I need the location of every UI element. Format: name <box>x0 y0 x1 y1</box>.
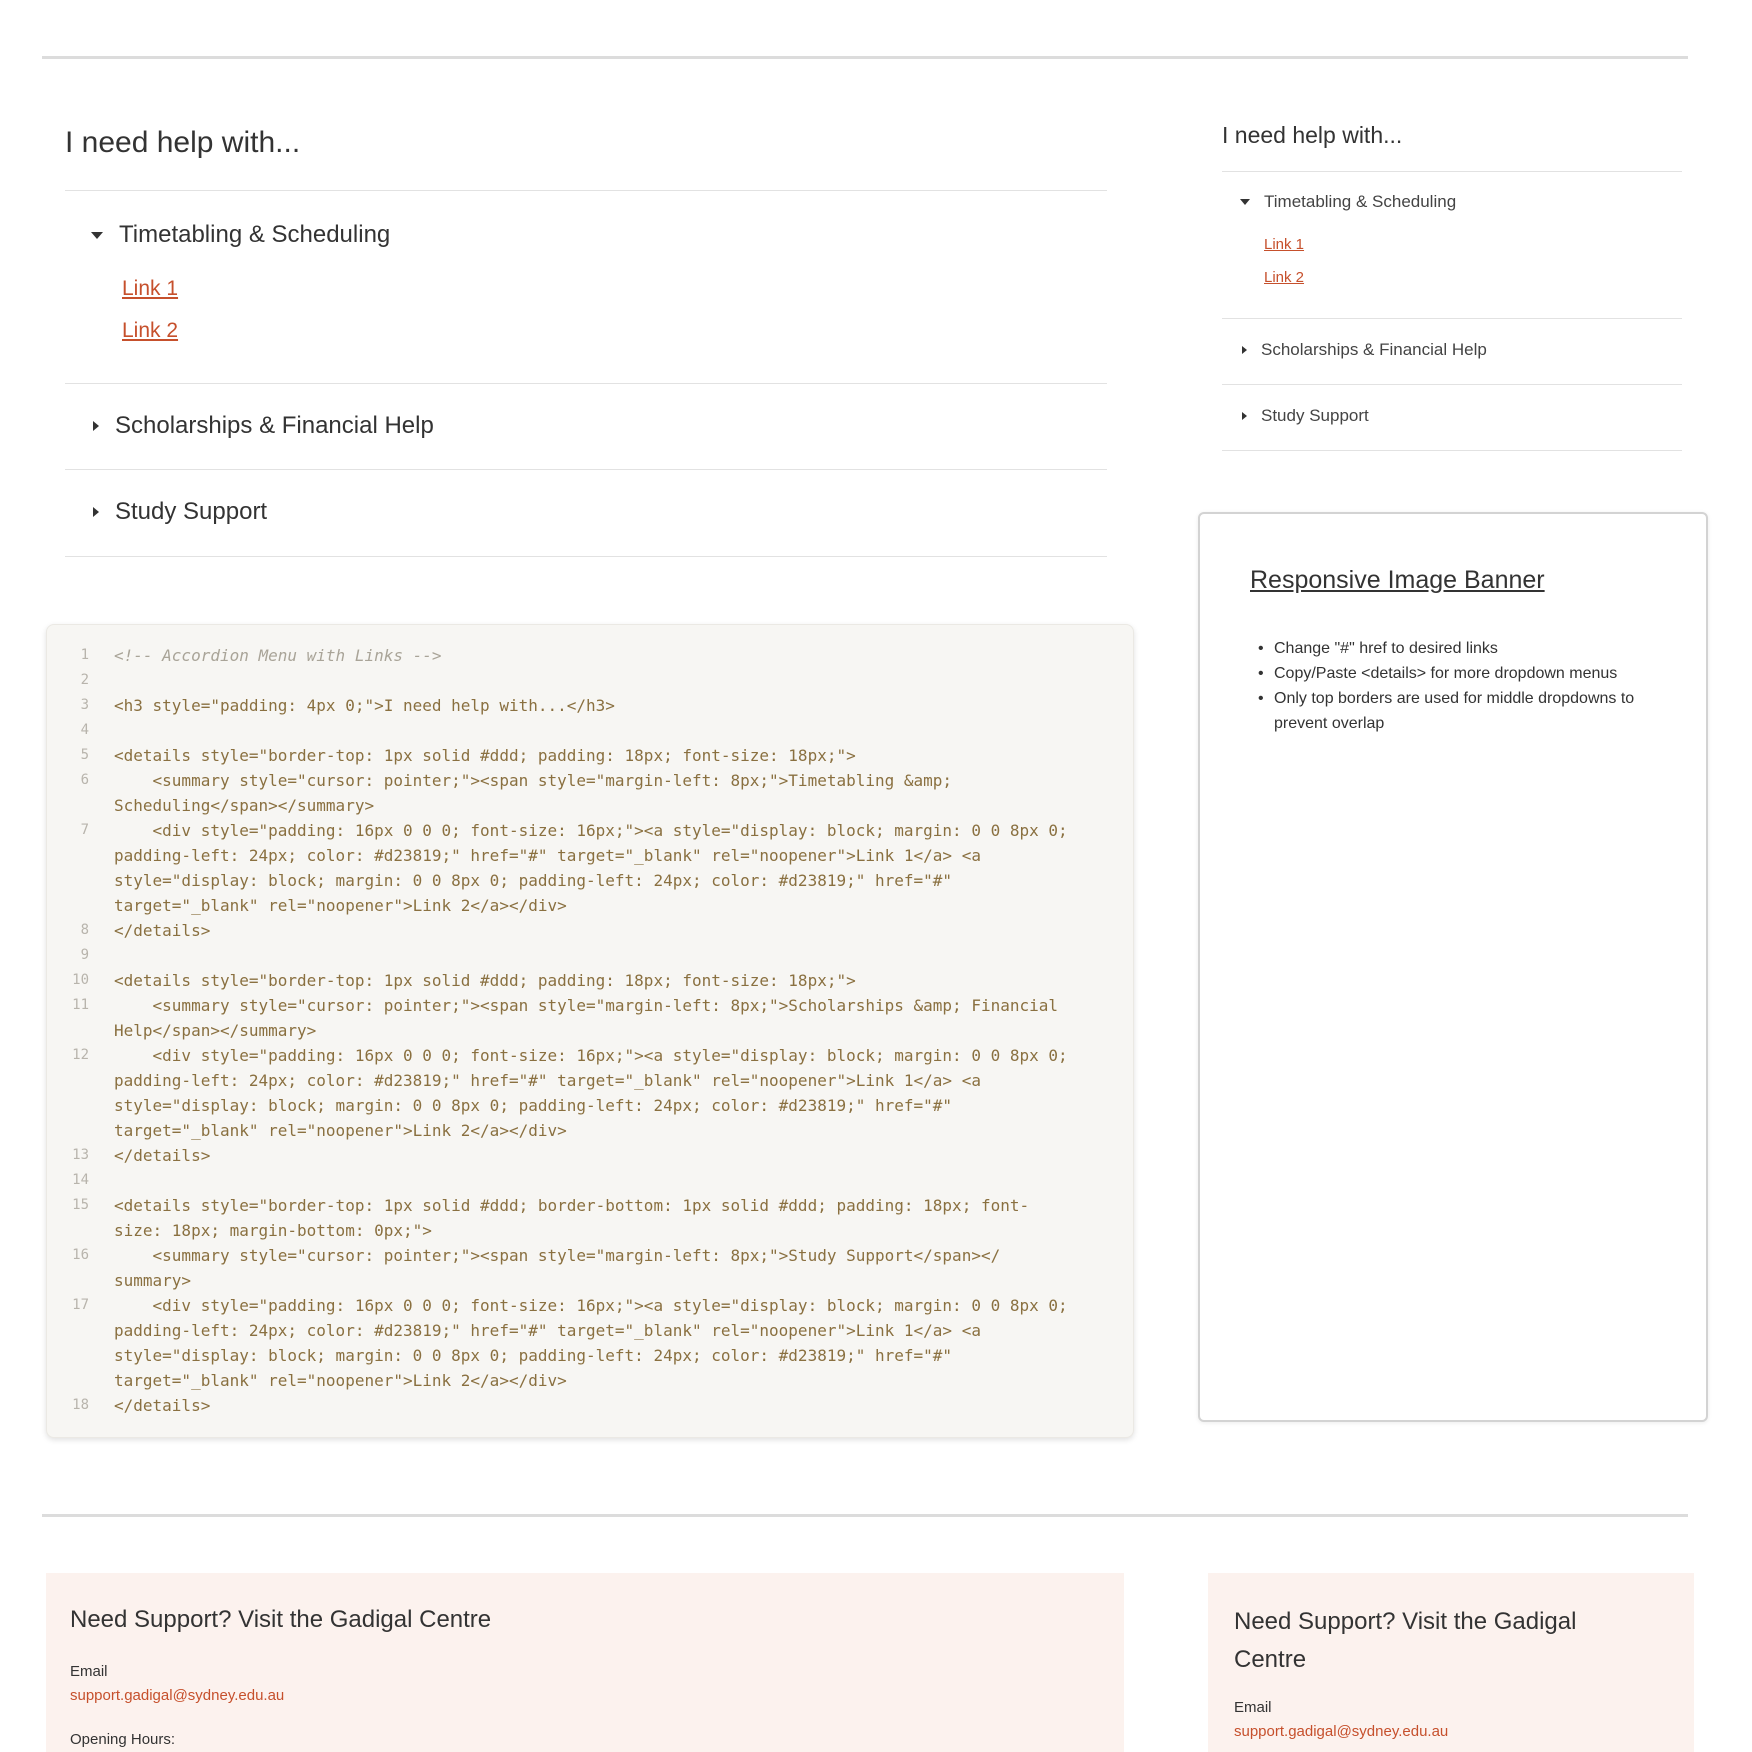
preview-summary-study-support[interactable] <box>1242 406 1369 426</box>
code-text: size: 18px; margin-bottom: 0px;"> <box>114 1221 432 1240</box>
code-line <box>47 893 1133 918</box>
support-email-label: Email <box>1234 1699 1272 1716</box>
code-line <box>47 793 1133 818</box>
accordion-link-1[interactable]: Link 1 <box>122 277 179 300</box>
preview-divider <box>1222 171 1682 172</box>
line-number: 6 <box>80 772 89 788</box>
code-text: <summary style="cursor: pointer;"><span style="margin-left: 8px;">Scholarships &amp; Financial <box>114 996 1059 1015</box>
preview-divider <box>1222 450 1682 451</box>
line-number: 12 <box>72 1047 89 1063</box>
code-line <box>47 918 1133 943</box>
banner-note: • Only top borders are used for middle dropdowns to prevent overlap <box>1254 686 1654 736</box>
code-line <box>47 1393 1133 1418</box>
code-line <box>47 668 1133 693</box>
line-number: 7 <box>80 822 89 838</box>
code-text: <details style="border-top: 1px solid #ddd; padding: 18px; font-size: 18px;"> <box>114 746 856 765</box>
preview-accordion-title: I need help with... <box>1222 122 1403 148</box>
code-text: target="_blank" rel="noopener">Link 2</a></div> <box>114 896 567 915</box>
accordion-summary-scholarships[interactable] <box>93 412 434 440</box>
line-number: 11 <box>72 997 89 1013</box>
code-line <box>47 1318 1133 1343</box>
support-panel-narrow <box>1208 1573 1694 1752</box>
support-email-link[interactable]: support.gadigal@sydney.edu.au <box>70 1687 285 1704</box>
preview-link-1[interactable]: Link 1 <box>1264 236 1305 253</box>
line-number: 18 <box>72 1397 89 1413</box>
section-divider <box>42 1514 1688 1517</box>
code-text: <details style="border-top: 1px solid #ddd; border-bottom: 1px solid #ddd; padding: 18px; font- <box>114 1196 1030 1215</box>
preview-summary-label: Scholarships & Financial Help <box>1261 340 1487 359</box>
preview-summary-label: Study Support <box>1261 406 1369 425</box>
banner-note: • Copy/Paste <details> for more dropdown menus <box>1254 661 1654 686</box>
accordion-link-2[interactable]: Link 2 <box>122 319 179 342</box>
code-line <box>47 743 1133 768</box>
accordion-summary-label: Scholarships & Financial Help <box>115 412 434 439</box>
code-line <box>47 1193 1133 1218</box>
support-email-label: Email <box>70 1663 108 1680</box>
banner-note: • Change "#" href to desired links <box>1254 636 1654 661</box>
banner-title: Responsive Image Banner <box>1250 566 1545 594</box>
code-line <box>47 868 1133 893</box>
line-number: 4 <box>80 722 89 738</box>
accordion-section-scholarships <box>65 383 1107 470</box>
preview-summary-timetabling[interactable] <box>1240 192 1456 212</box>
line-number: 2 <box>80 672 89 688</box>
preview-summary-label: Timetabling & Scheduling <box>1264 192 1457 211</box>
code-text: summary> <box>114 1271 192 1290</box>
code-text: </details> <box>114 921 211 940</box>
top-divider <box>42 56 1688 59</box>
support-hours-label: Opening Hours: <box>70 1731 176 1748</box>
code-line <box>47 843 1133 868</box>
banner-notes-list <box>1254 636 1654 736</box>
support-title: Need Support? Visit the Gadigal Centre <box>70 1606 492 1633</box>
code-text: <summary style="cursor: pointer;"><span style="margin-left: 8px;">Study Support</span></ <box>114 1246 1001 1265</box>
code-line <box>47 1068 1133 1093</box>
line-number: 16 <box>72 1247 89 1263</box>
accordion-summary-label: Timetabling & Scheduling <box>119 221 391 248</box>
line-number: 14 <box>72 1172 89 1188</box>
code-line <box>47 818 1133 843</box>
line-number: 13 <box>72 1147 89 1163</box>
code-text: </details> <box>114 1146 211 1165</box>
code-text: <!-- Accordion Menu with Links --> <box>114 646 442 665</box>
line-number: 8 <box>80 922 89 938</box>
caret-right-icon <box>1242 346 1247 354</box>
code-text: Help</span></summary> <box>114 1021 317 1040</box>
line-number: 9 <box>80 947 89 963</box>
code-text: <h3 style="padding: 4px 0;">I need help with...</h3> <box>114 696 615 715</box>
code-line <box>47 1143 1133 1168</box>
code-text: style="display: block; margin: 0 0 8px 0; padding-left: 24px; color: #d23819;" href="#" <box>114 871 953 890</box>
code-text: <details style="border-top: 1px solid #ddd; padding: 18px; font-size: 18px;"> <box>114 971 856 990</box>
code-line <box>47 1218 1133 1243</box>
accordion-title: I need help with... <box>65 126 301 159</box>
code-text: <summary style="cursor: pointer;"><span style="margin-left: 8px;">Timetabling &amp; <box>114 771 953 790</box>
code-line <box>47 718 1133 743</box>
code-line <box>47 968 1133 993</box>
code-line <box>47 693 1133 718</box>
code-line <box>47 1368 1133 1393</box>
code-line <box>47 1343 1133 1368</box>
line-number: 10 <box>72 972 89 988</box>
support-panel-wide <box>46 1573 1124 1752</box>
code-line <box>47 768 1133 793</box>
caret-down-icon <box>1240 199 1250 205</box>
support-title: Need Support? Visit the Gadigal Centre <box>1234 1608 1577 1673</box>
support-email-link[interactable]: support.gadigal@sydney.edu.au <box>1234 1723 1449 1740</box>
code-text: <div style="padding: 16px 0 0 0; font-size: 16px;"><a style="display: block; margin: 0 0 8px 0; <box>114 1296 1068 1315</box>
preview-divider <box>1222 318 1682 319</box>
preview-link-2[interactable]: Link 2 <box>1264 269 1305 286</box>
accordion-section-timetabling <box>65 190 1107 383</box>
line-number: 1 <box>80 647 89 663</box>
code-line <box>47 1043 1133 1068</box>
code-text: padding-left: 24px; color: #d23819;" href="#" target="_blank" rel="noopener">Link 1</a> <a <box>114 846 981 865</box>
code-text: Scheduling</span></summary> <box>114 796 375 815</box>
code-line <box>47 643 1133 668</box>
code-text: </details> <box>114 1396 211 1415</box>
code-line <box>47 1243 1133 1268</box>
code-text: <div style="padding: 16px 0 0 0; font-size: 16px;"><a style="display: block; margin: 0 0 8px 0; <box>114 1046 1068 1065</box>
code-line <box>47 993 1133 1018</box>
caret-right-icon <box>93 421 99 431</box>
code-text: target="_blank" rel="noopener">Link 2</a></div> <box>114 1371 567 1390</box>
preview-summary-scholarships[interactable] <box>1242 340 1487 360</box>
code-line <box>47 1018 1133 1043</box>
code-line <box>47 1093 1133 1118</box>
accordion-section-study-support <box>65 469 1107 557</box>
line-number: 15 <box>72 1197 89 1213</box>
accordion-summary-timetabling[interactable] <box>91 221 390 249</box>
code-text: padding-left: 24px; color: #d23819;" href="#" target="_blank" rel="noopener">Link 1</a> <a <box>114 1321 981 1340</box>
code-text: target="_blank" rel="noopener">Link 2</a></div> <box>114 1121 567 1140</box>
caret-right-icon <box>93 507 99 517</box>
code-line <box>47 1168 1133 1193</box>
code-text: style="display: block; margin: 0 0 8px 0; padding-left: 24px; color: #d23819;" href="#" <box>114 1096 953 1115</box>
code-text: padding-left: 24px; color: #d23819;" href="#" target="_blank" rel="noopener">Link 1</a> <a <box>114 1071 981 1090</box>
code-line <box>47 1268 1133 1293</box>
accordion-summary-label: Study Support <box>115 498 268 525</box>
accordion-summary-study-support[interactable] <box>93 498 267 526</box>
line-number: 5 <box>80 747 89 763</box>
code-text: style="display: block; margin: 0 0 8px 0; padding-left: 24px; color: #d23819;" href="#" <box>114 1346 953 1365</box>
code-line <box>47 1118 1133 1143</box>
code-line <box>47 1293 1133 1318</box>
code-snippet-panel[interactable] <box>46 624 1134 1438</box>
line-number: 17 <box>72 1297 89 1313</box>
code-text: <div style="padding: 16px 0 0 0; font-size: 16px;"><a style="display: block; margin: 0 0 8px 0; <box>114 821 1068 840</box>
caret-down-icon <box>91 232 103 239</box>
caret-right-icon <box>1242 412 1247 420</box>
line-number: 3 <box>80 697 89 713</box>
code-line <box>47 943 1133 968</box>
preview-divider <box>1222 384 1682 385</box>
